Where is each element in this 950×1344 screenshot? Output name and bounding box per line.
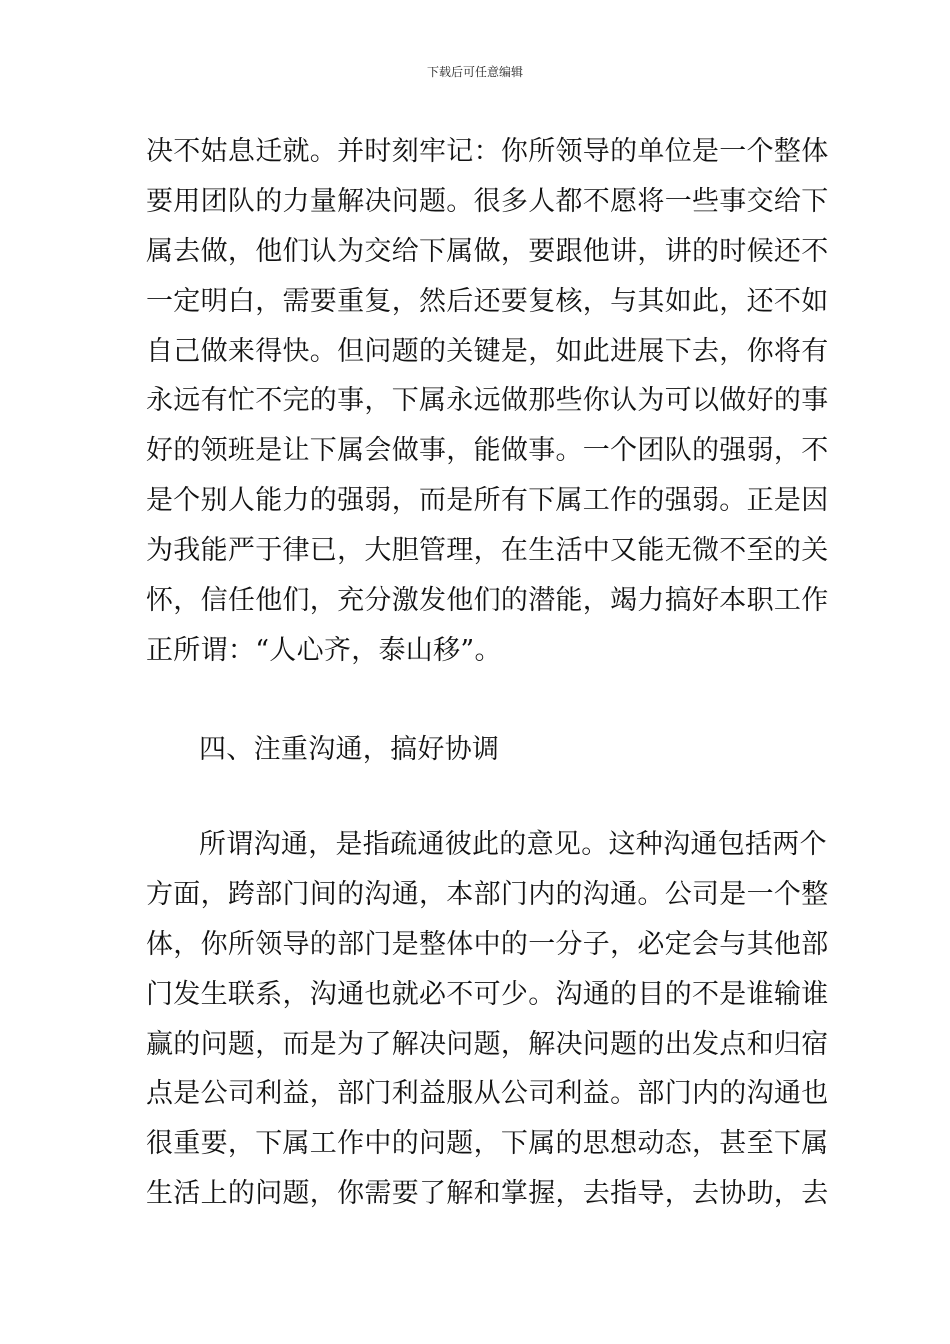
text-line: 一定明白，需要重复，然后还要复核，与其如此，还不如 xyxy=(146,285,829,317)
text-line: 门发生联系，沟通也就必不可少。沟通的目的不是谁输谁 xyxy=(146,978,829,1010)
text-line: 赢的问题，而是为了解决问题，解决问题的出发点和归宿 xyxy=(146,1028,829,1060)
section-heading-block xyxy=(146,725,826,775)
text-line: 为我能严于律已，大胆管理，在生活中又能无微不至的关 xyxy=(146,535,829,567)
text-line: 正所谓：“人心齐，泰山移”。 xyxy=(146,634,502,666)
text-line: 怀，信任他们，充分激发他们的潜能，竭力搞好本职工作 xyxy=(146,585,829,617)
text-line: 永远有忙不完的事，下属永远做那些你认为可以做好的事 xyxy=(146,385,829,417)
paragraph-2 xyxy=(146,820,829,1219)
text-line: 很重要，下属工作中的问题，下属的思想动态，甚至下属 xyxy=(146,1128,829,1160)
text-line: 生活上的问题，你需要了解和掌握，去指导，去协助，去 xyxy=(146,1178,829,1210)
text-line: 要用团队的力量解决问题。很多人都不愿将一些事交给下 xyxy=(146,185,829,217)
text-line: 体，你所领导的部门是整体中的一分子，必定会与其他部 xyxy=(146,928,829,960)
text-line: 属去做，他们认为交给下属做，要跟他讲，讲的时候还不 xyxy=(146,235,829,267)
text-line: 自己做来得快。但问题的关键是，如此进展下去，你将有 xyxy=(146,335,829,367)
text-line: 方面，跨部门间的沟通，本部门内的沟通。公司是一个整 xyxy=(146,878,829,910)
text-line: 是个别人能力的强弱，而是所有下属工作的强弱。正是因 xyxy=(146,485,829,517)
section-heading: 四、注重沟通，搞好协调 xyxy=(199,734,500,765)
text-line: 好的领班是让下属会做事，能做事。一个团队的强弱，不 xyxy=(146,435,829,467)
text-line: 决不姑息迁就。并时刻牢记：你所领导的单位是一个整体 xyxy=(146,136,829,167)
text-line: 点是公司利益，部门利益服从公司利益。部门内的沟通也 xyxy=(146,1078,829,1110)
text-line: 所谓沟通，是指疏通彼此的意见。这种沟通包括两个 xyxy=(199,829,827,860)
paragraph-1 xyxy=(146,127,829,676)
page-header: 下载后可任意编辑 xyxy=(426,65,523,79)
